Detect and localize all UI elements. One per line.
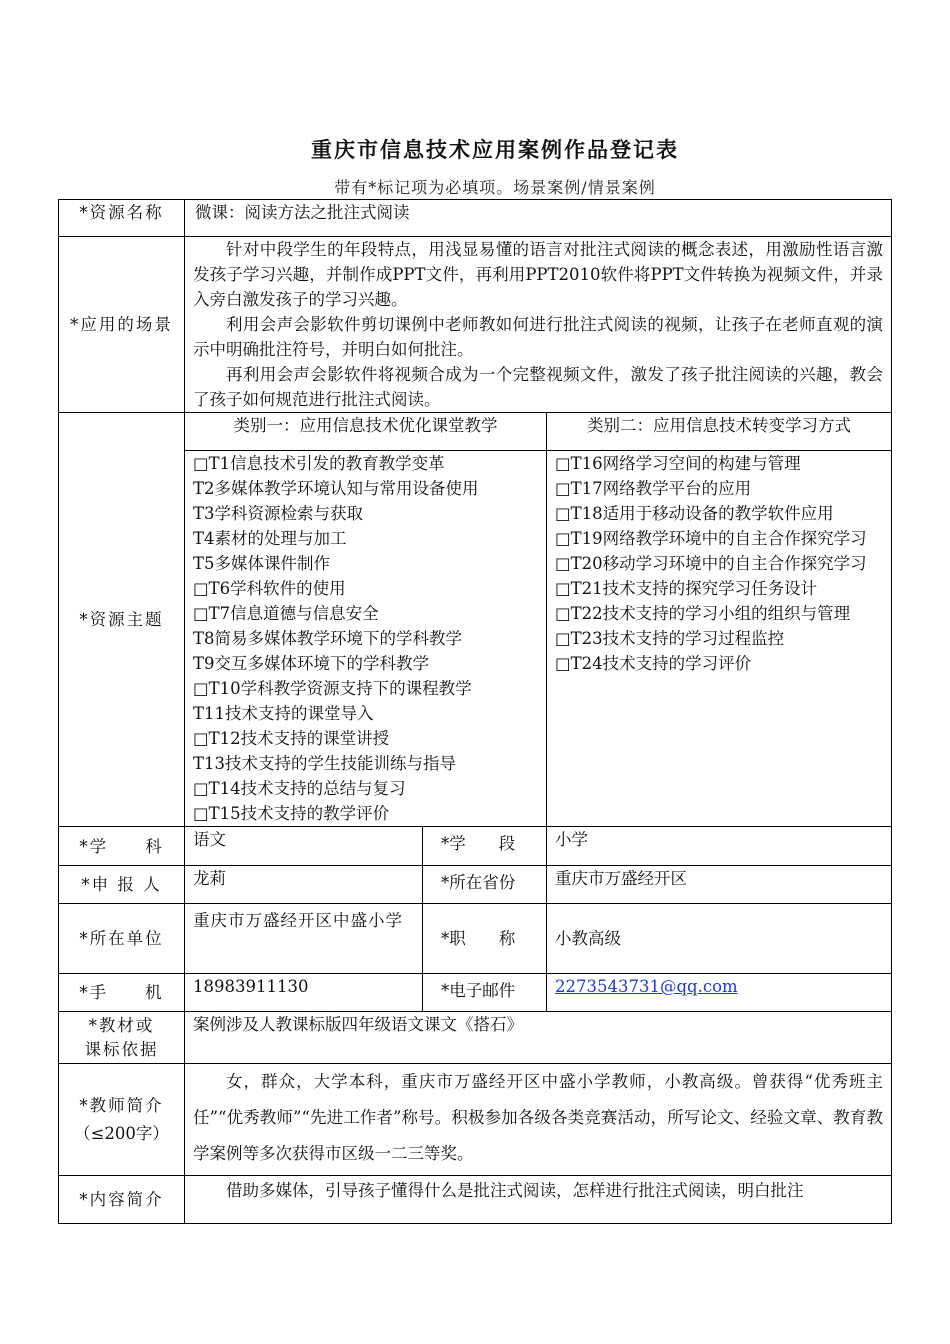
teacher-intro-label: [59, 1064, 185, 1176]
resource-topic-label: *资源主题: [59, 413, 185, 827]
category-one-list-cell: [185, 451, 547, 827]
category-two-list-cell: [547, 451, 892, 827]
category-one-title: 类别一：应用信息技术优化课堂教学: [185, 413, 547, 451]
content-intro-label: *内容简介: [59, 1176, 185, 1224]
topic-item: □T21技术支持的探究学习任务设计: [555, 579, 818, 598]
applicant-value: 龙莉: [185, 866, 423, 904]
topic-item: □T18适用于移动设备的教学软件应用: [555, 504, 834, 523]
row-unit: [59, 904, 892, 974]
scene-paragraph: 再利用会声会影软件将视频合成为一个完整视频文件，激发了孩子批注阅读的兴趣，教会了孩子如何规范进行批注式阅读。: [193, 365, 884, 409]
title-label: *职 称: [423, 904, 547, 974]
phone-value: 18983911130: [185, 974, 423, 1012]
row-subject: [59, 827, 892, 866]
email-label: *电子邮件: [423, 974, 547, 1012]
category-two-title: 类别二：应用信息技术转变学习方式: [547, 413, 892, 451]
content-intro-value: [185, 1176, 892, 1224]
subject-value: 语文: [185, 827, 423, 866]
application-scene-value: [185, 237, 892, 413]
row-applicant: [59, 866, 892, 904]
topic-item: □T6学科软件的使用: [193, 579, 346, 598]
topic-item: □T17网络教学平台的应用: [555, 479, 752, 498]
unit-label: *所在单位: [59, 904, 185, 974]
topic-item: □T15技术支持的教学评价: [193, 804, 390, 823]
row-topic-header: [59, 413, 892, 451]
registration-table: [58, 199, 892, 1224]
topic-item: T3学科资源检索与获取: [193, 504, 364, 523]
applicant-label: *申 报 人: [59, 866, 185, 904]
topic-item: □T7信息道德与信息安全: [193, 604, 379, 623]
topic-item: T4素材的处理与加工: [193, 529, 347, 548]
row-resource-name: [59, 200, 892, 237]
category-one-list: [193, 451, 538, 826]
resource-name-value: 微课：阅读方法之批注式阅读: [185, 200, 892, 237]
row-teacher-intro: [59, 1064, 892, 1176]
textbook-label-line2: 课标依据: [84, 1039, 159, 1059]
scene-paragraph: 针对中段学生的年段特点，用浅显易懂的语言对批注式阅读的概念表述，用激励性语言激发孩子学习兴趣，并制作成PPT文件，再利用PPT2010软件将PPT文件转换为视频文件，并录入旁白激发孩子的学习兴趣。: [193, 240, 884, 309]
content-intro-text: 借助多媒体，引导孩子懂得什么是批注式阅读，怎样进行批注式阅读，明白批注: [226, 1181, 804, 1200]
topic-item: □T24技术支持的学习评价: [555, 654, 752, 673]
scene-paragraph: 利用会声会影软件剪切课例中老师教如何进行批注式阅读的视频，让孩子在老师直观的演示中明确批注符号，并明白如何批注。: [193, 315, 884, 359]
category-two-list: [555, 451, 883, 676]
province-label: *所在省份: [423, 866, 547, 904]
stage-label: *学 段: [423, 827, 547, 866]
topic-item: □T12技术支持的课堂讲授: [193, 729, 390, 748]
topic-item: T13技术支持的学生技能训练与指导: [193, 754, 457, 773]
topic-item: □T22技术支持的学习小组的组织与管理: [555, 604, 851, 623]
topic-item: □T10学科教学资源支持下的课程教学: [193, 679, 472, 698]
form-subtitle: 带有*标记项为必填项。场景案例/情景案例: [334, 178, 656, 197]
teacher-intro-label-line1: *教师简介: [79, 1095, 164, 1115]
topic-item: T5多媒体课件制作: [193, 554, 331, 573]
row-content-intro: [59, 1176, 892, 1224]
textbook-value: 案例涉及人教课标版四年级语文课文《搭石》: [185, 1012, 892, 1064]
email-link[interactable]: 2273543731@qq.com: [555, 977, 738, 996]
textbook-label: [59, 1012, 185, 1064]
application-scene-label: *应用的场景: [59, 237, 185, 413]
topic-item: T2多媒体教学环境认知与常用设备使用: [193, 479, 479, 498]
row-contact: [59, 974, 892, 1012]
resource-name-label: *资源名称: [59, 200, 185, 237]
title-value: 小教高级: [547, 904, 892, 974]
teacher-intro-label-line2: （≤200字）: [74, 1123, 169, 1143]
form-title: 重庆市信息技术应用案例作品登记表: [311, 137, 679, 162]
topic-item: □T23技术支持的学习过程监控: [555, 629, 785, 648]
topic-item: □T19网络教学环境中的自主合作探究学习: [555, 529, 867, 548]
row-textbook: [59, 1012, 892, 1064]
topic-item: □T14技术支持的总结与复习: [193, 779, 406, 798]
row-application-scene: [59, 237, 892, 413]
topic-item: □T16网络学习空间的构建与管理: [555, 454, 801, 473]
topic-item: □T1信息技术引发的教育教学变革: [193, 454, 445, 473]
topic-item: T11技术支持的课堂导入: [193, 704, 374, 723]
unit-value: 重庆市万盛经开区中盛小学: [185, 904, 423, 974]
subject-label: *学 科: [59, 827, 185, 866]
province-value: 重庆市万盛经开区: [547, 866, 892, 904]
email-cell: [547, 974, 892, 1012]
textbook-label-line1: *教材或: [88, 1015, 155, 1035]
teacher-intro-value: [185, 1064, 892, 1176]
teacher-intro-text: 女，群众，大学本科，重庆市万盛经开区中盛小学教师，小教高级。曾获得“优秀班主任”“优秀教师”“先进工作者”称号。积极参加各级各类竞赛活动，所写论文、经验文章、教育教学案例等多次获得市区级一二三等奖。: [193, 1072, 884, 1163]
topic-item: T9交互多媒体环境下的学科教学: [193, 654, 430, 673]
stage-value: 小学: [547, 827, 892, 866]
topic-item: □T20移动学习环境中的自主合作探究学习: [555, 554, 867, 573]
topic-item: T8简易多媒体教学环境下的学科教学: [193, 629, 463, 648]
phone-label: *手 机: [59, 974, 185, 1012]
